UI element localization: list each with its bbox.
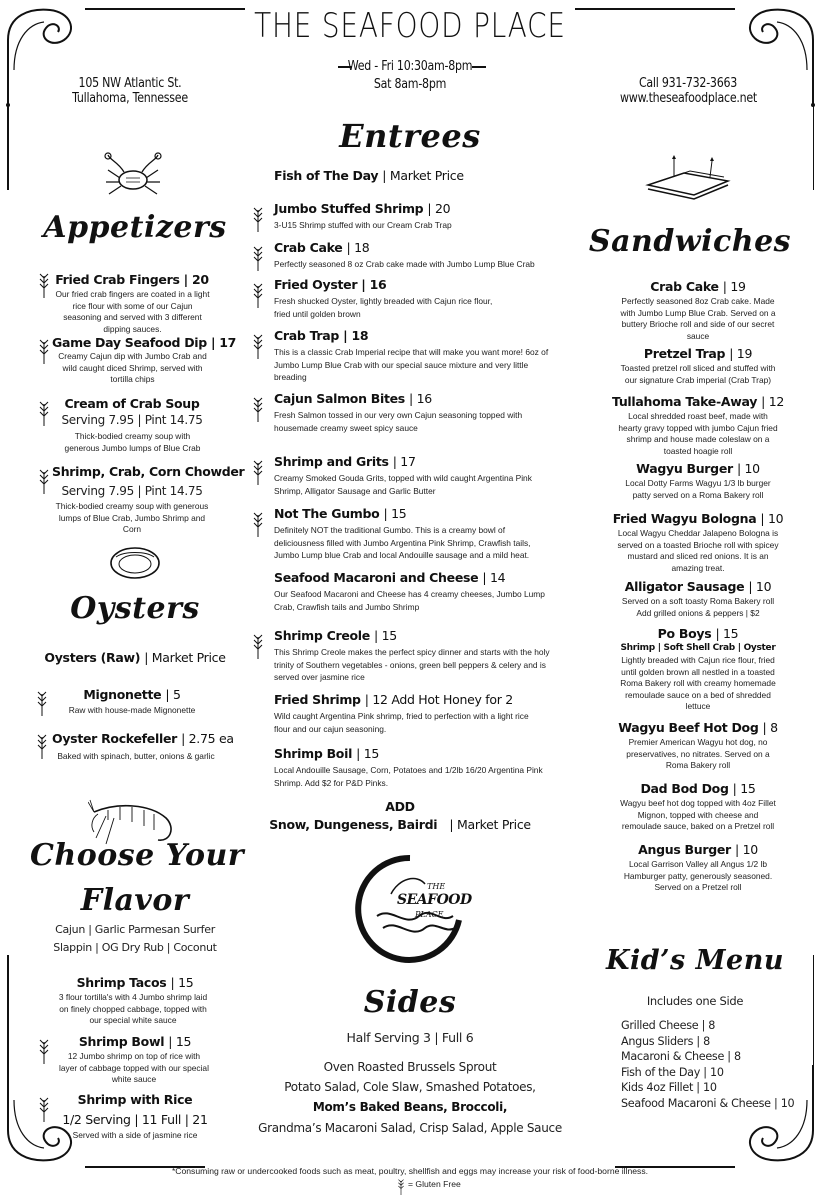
gluten-free-icon [252,509,264,542]
gluten-free-icon [38,466,50,494]
sandwich-title: Pretzel Trap [643,346,726,361]
border-line-left-top [7,105,9,190]
flavor-item-desc-2: 12 Jumbo shrimp on top of rice with layer of cabbage topped with our special white sauce [59,1051,209,1084]
sandwich-title: Angus Burger [638,842,731,857]
sandwich-name [598,579,798,594]
fish-of-the-day-name: Fish of The Day [274,168,379,183]
phone-number[interactable]: Call 931-732-3663 [638,76,738,91]
entree-desc: Perfectly seasoned 8 oz Crab cake made with Jumbo Lump Blue Crab [274,259,535,269]
entree-price: | 18 [346,240,370,255]
border-line-top-left [85,8,245,10]
entree-price: | 17 [392,454,416,469]
flavor-price-1: | 15 [170,975,194,990]
entree-price: | 15 [383,506,407,521]
oyster-title-2: Oyster Rockefeller [52,731,177,746]
entree-title: Shrimp Boil [274,746,353,761]
add-label: ADD [385,799,415,814]
entree-price: | 12 Add Hot Honey for 2 [364,692,513,707]
border-line-right-top [813,105,815,190]
flavor-item-name-3: Shrimp with Rice [77,1092,193,1107]
entree-name [274,692,513,707]
kids-menu-heading: Kid’s Menu [606,945,784,976]
corner-flourish-bottom-right [731,1060,821,1170]
gluten-free-icon [252,631,264,664]
hours-weekday: Wed - Fri 10:30am-8pm [347,59,473,74]
kids-item: Fish of the Day | 10 [621,1065,724,1079]
logo-text-seafood: SEAFOOD [397,892,472,908]
sandwich-name [598,842,798,857]
sandwich-price: | 10 [736,461,760,476]
sandwich-price: | 12 [761,394,785,409]
flavor-item-name-2 [40,1034,230,1049]
sides-line-2: Potato Salad, Cole Slaw, Smashed Potatoes, [284,1080,536,1094]
sandwich-title: Tullahoma Take-Away [611,394,758,409]
gluten-free-icon [252,280,264,313]
sides-pricing: Half Serving 3 | Full 6 [346,1030,474,1045]
restaurant-title: THE SEAFOOD PLACE [254,6,566,46]
entree-price: | 20 [427,201,451,216]
gluten-free-icon [38,398,50,426]
sandwich-price: | 19 [729,346,753,361]
appetizer-desc-3: Thick-bodied creamy soup with generous Jumbo lumps of Blue Crab [64,431,201,453]
entree-desc: Our Seafood Macaroni and Cheese has 4 creamy cheeses, Jumbo Lump Crab, Crawfish tails and Jumbo Shrimp [274,589,545,612]
kids-item: Grilled Cheese | 8 [621,1019,716,1032]
entree-desc: This is a classic Crab Imperial recipe that will make you want more! 6oz of Jumbo Lump Blue Crab with our special sauce mixture and very little breading [274,347,549,382]
entree-desc: Fresh shucked Oyster, lightly breaded with Cajun rice flour, fried until golden brown [274,296,493,319]
entree-title: Shrimp and Grits [274,454,389,469]
address-line-2: Tullahoma, Tennessee [72,91,188,106]
sandwich-price: | 10 [734,842,758,857]
entrees-heading: Entrees [339,117,481,155]
flavor-heading-line1: Choose Your [30,838,245,873]
kids-item: Angus Sliders | 8 [621,1034,710,1048]
entree-desc: Wild caught Argentina Pink shrimp, fried to perfection with a light rice flour and our cajun seasoning. [274,711,529,734]
sides-line-4: Grandma’s Macaroni Salad, Crisp Salad, Apple Sauce [258,1121,562,1135]
add-line [250,817,550,832]
oysters-raw-price: | Market Price [144,650,226,665]
entree-title: Crab Trap | 18 [274,328,369,343]
entree-name [274,506,406,521]
entree-title: Shrimp Creole [274,628,370,643]
sandwich-price: | 19 [722,279,746,294]
entree-name [274,328,368,343]
logo-text-place: PLACE [415,910,444,919]
flavor-item-price-3: 1/2 Serving | 11 Full | 21 [62,1112,208,1127]
oyster-name-2 [52,731,234,746]
sandwich-name [598,511,798,526]
appetizer-name-2: Game Day Seafood Dip | 17 [52,335,237,350]
sandwich-desc: Local Garrison Valley all Angus 1/2 lb Hamburger patty, generously seasoned. Served on a Pretzel roll [623,859,773,892]
entree-name [274,454,416,469]
sides-line-3: Mom’s Baked Beans, Broccoli, [312,1100,508,1114]
oysters-raw-name: Oysters (Raw) [44,650,141,665]
entree-desc: This Shrimp Creole makes the perfect spicy dinner and starts with the holy trinity of Southern vegetables - onions, green bell peppers & celery and is served over jasmine rice [274,647,550,682]
website-link[interactable]: www.theseafoodplace.net [620,91,758,106]
entree-title: Fried Oyster | 16 [274,277,387,292]
flavor-item-desc-1: 3 flour tortilla's with 4 Jumbo shrimp laid on finely chopped cabbage, topped with our special white sauce [58,992,208,1025]
flavor-heading-line2: Flavor [80,883,190,918]
gluten-free-icon [252,331,264,364]
entree-title: Not The Gumbo [274,506,380,521]
sandwich-icon [644,155,732,201]
sandwich-title: Dad Bod Dog [640,781,729,796]
sandwich-desc: Toasted pretzel roll sliced and stuffed with our signature Crab imperial (Crab Trap) [620,363,776,385]
sandwich-name [598,626,798,641]
sandwich-name [598,461,798,476]
sides-heading: Sides [363,985,457,1020]
entree-name [274,628,397,643]
gluten-free-icon [38,270,50,298]
entree-price: | 14 [482,570,506,585]
sandwich-price: | 15 [732,781,756,796]
sandwich-desc: Wagyu beef hot dog topped with 4oz Fillet Mignon, topped with cheese and remoulade sauce, baked on a Pretzel roll [620,798,776,831]
sandwich-name [598,346,798,361]
gluten-free-legend: = Gluten Free [408,1179,461,1189]
kids-item: Seafood Macaroni & Cheese | 10 [621,1097,795,1110]
sandwich-price: | 10 [760,511,784,526]
appetizer-name-3: Cream of Crab Soup [64,396,200,411]
kids-includes: Includes one Side [646,994,744,1008]
appetizer-desc-1: Our fried crab fingers are coated in a light rice flour with some of our Cajun seasoning and served with 3 different dipping sauces. [55,289,210,334]
seafood-place-logo [355,854,472,964]
fish-of-the-day [274,168,464,183]
oysters-raw-line [40,650,230,665]
sandwich-price: | 15 [715,626,739,641]
flavor-price-2: | 15 [168,1034,192,1049]
oyster-price-1: | 5 [165,687,181,702]
sides-line-1: Oven Roasted Brussels Sprout [323,1060,497,1074]
sandwich-title: Alligator Sausage [624,579,745,594]
sandwich-name [598,781,798,796]
sandwich-desc: Local Wagyu Cheddar Jalapeno Bologna is served on a toasted Brioche roll with spicey mustard and sliced red onions. It is an amazing treat. [617,528,779,573]
sandwiches-heading: Sandwiches [588,224,792,259]
sandwich-price: | 8 [762,720,778,735]
appetizer-price-3: Serving 7.95 | Pint 14.75 [61,413,203,427]
gluten-free-icon [252,394,264,427]
border-line-left-bottom [7,955,9,1065]
gluten-free-icon [36,688,48,716]
oyster-name-1 [52,687,212,702]
entree-price: | 15 [374,628,397,643]
entree-name [274,570,505,585]
flavor-options-line1: Cajun | Garlic Parmesan Surfer [55,923,215,936]
entree-title: Seafood Macaroni and Cheese [274,570,479,585]
entree-title: Fried Shrimp [274,692,361,707]
border-line-right-bottom [813,955,815,1065]
footer-disclaimer: *Consuming raw or undercooked foods such as meat, poultry, shellfish and eggs may increase your risk of food-borne illness. [171,1166,649,1176]
gluten-free-icon [252,457,264,490]
sandwich-desc: Served on a soft toasty Roma Bakery roll Add grilled onions & peppers | $2 [621,596,775,618]
sandwich-desc: Premier American Wagyu hot dog, no preservatives, no nitrates. Served on a Roma Bakery roll [626,737,770,770]
sandwich-price: | 10 [748,579,772,594]
entree-desc: Definitely NOT the traditional Gumbo. This is a creamy bowl of deliciousness filled with Jumbo Argentina Pink Shrimp, Crawfish tails, Jumbo Lump blue Crab and local Andouille sausage and a mild heat. [274,525,531,560]
gluten-free-icon [397,1177,405,1195]
entree-name [274,201,450,216]
sandwich-title: Wagyu Burger [636,461,733,476]
entree-name [274,391,432,406]
gluten-free-icon [252,204,264,237]
entree-price: | 15 [356,746,380,761]
sandwich-title: Fried Wagyu Bologna [612,511,757,526]
sandwich-desc: Local Dotty Farms Wagyu 1/3 lb burger patty served on a Roma Bakery roll [625,478,771,500]
oyster-price-2: | 2.75 ea [181,731,234,746]
oyster-icon [108,543,162,583]
entree-title: Jumbo Stuffed Shrimp [274,201,424,216]
sandwich-title: Wagyu Beef Hot Dog [618,720,759,735]
flavor-item-name-1 [40,975,230,990]
logo-text-the: THE [427,882,446,891]
sandwich-name [598,394,798,409]
sandwich-desc: Local shredded roast beef, made with hearty gravy topped with jumbo Cajun fried shrimp and house made coleslaw on a toasted hoagie roll [618,411,778,456]
appetizer-name-1: Fried Crab Fingers | 20 [55,272,209,287]
appetizer-desc-4: Thick-bodied creamy soup with generous lumps of Blue Crab, Jumbo Shrimp and Corn [55,501,209,534]
entree-title: Crab Cake [274,240,343,255]
entree-name [274,746,379,761]
oysters-heading: Oysters [70,591,200,626]
hours-saturday: Sat 8am-8pm [373,77,447,92]
entree-name [274,240,369,255]
border-line-top-right [575,8,735,10]
add-items: Snow, Dungeness, Bairdi [269,817,438,832]
gluten-free-icon [36,731,48,759]
oyster-desc-1: Raw with house-made Mignonette [68,705,196,715]
address-line-1: 105 NW Atlantic St. [78,76,182,91]
sandwich-title: Crab Cake [650,279,719,294]
sandwich-sub: Shrimp | Soft Shell Crab | Oyster [620,643,776,653]
entree-desc: 3-U15 Shrimp stuffed with our Cream Crab Trap [274,220,452,230]
appetizer-name-4: Shrimp, Crab, Corn Chowder [52,464,245,479]
kids-item: Macaroni & Cheese | 8 [621,1050,741,1064]
crab-icon [100,152,166,200]
sandwich-name [598,279,798,294]
oyster-title-1: Mignonette [83,687,162,702]
oyster-desc-2: Baked with spinach, butter, onions & garlic [57,751,215,761]
entree-desc: Creamy Smoked Gouda Grits, topped with wild caught Argentina Pink Shrimp, Alligator Sausage and Garlic Butter [274,473,532,496]
gluten-free-icon [252,243,264,276]
entree-title: Cajun Salmon Bites [274,391,405,406]
entree-desc: Fresh Salmon tossed in our very own Cajun seasoning topped with housemade creamy sweet spicy sauce [274,410,523,433]
appetizer-price-4: Serving 7.95 | Pint 14.75 [61,484,203,498]
entree-price: | 16 [409,391,432,406]
flavor-title-1: Shrimp Tacos [76,975,167,990]
gluten-free-icon [38,336,50,364]
kids-item: Kids 4oz Fillet | 10 [621,1081,717,1095]
fish-of-the-day-price: | Market Price [382,168,464,183]
entree-desc: Local Andouille Sausage, Corn, Potatoes and 1/2lb 16/20 Argentina Pink Shrimp. Add $2 for P&D Pinks. [274,765,543,788]
entree-name [274,277,386,292]
flavor-options-line2: Slappin | OG Dry Rub | Coconut [53,941,217,954]
sandwich-desc: Perfectly seasoned 8oz Crab cake. Made with Jumbo Lump Blue Crab. Served on a buttery Brioche roll and side of our secret sauce [620,296,776,341]
flavor-title-2: Shrimp Bowl [78,1034,165,1049]
sandwich-desc: Lightly breaded with Cajun rice flour, fried until golden brown all nestled in a toasted Roma Bakery roll with creamy homemade remoulade sauce on a bed of shredded lettuce [620,655,776,711]
sandwich-name [598,720,798,735]
add-price: | Market Price [449,817,531,832]
flavor-item-desc-3: Served with a side of jasmine rice [72,1130,198,1140]
appetizer-desc-2: Creamy Cajun dip with Jumbo Crab and wild caught diced Shrimp, served with tortilla chips [58,351,207,384]
sandwich-title: Po Boys [657,626,712,641]
appetizers-heading: Appetizers [43,210,227,245]
